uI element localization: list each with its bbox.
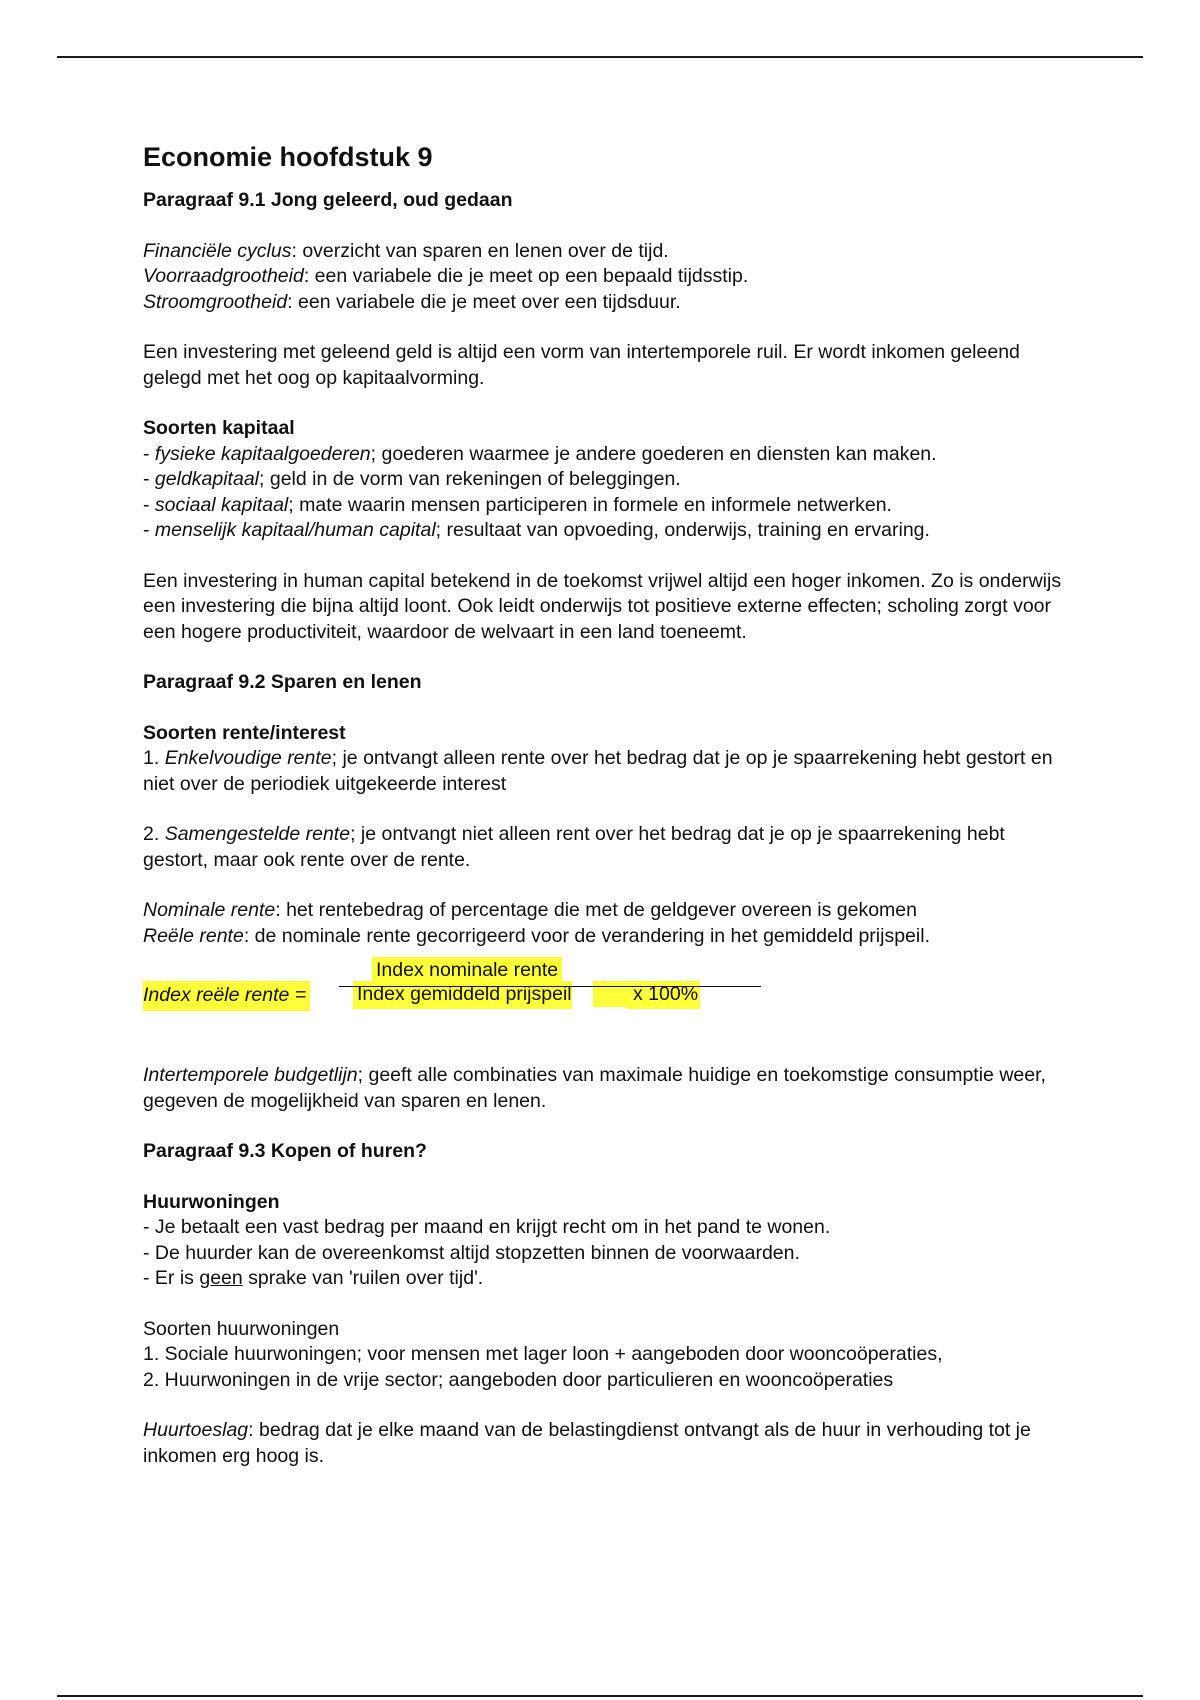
list-text: ; resultaat van opvoeding, onderwijs, training en ervaring. — [435, 519, 930, 541]
definition-line — [143, 924, 1063, 950]
investering-paragraph: Een investering met geleend geld is altijd een vorm van intertemporele ruil. Er wordt inkomen geleend gelegd met het oog op kapitaalvorming. — [143, 341, 1020, 389]
definition-text: ; geeft alle combinaties van maximale huidige en toekomstige consumptie weer, gegeven de mogelijkheid van sparen en lenen. — [143, 1064, 1046, 1112]
rente-definitions-block — [143, 898, 1063, 949]
section-heading: Paragraaf 9.1 Jong geleerd, oud gedaan — [143, 189, 513, 211]
huurtoeslag-paragraph — [143, 1418, 1063, 1469]
list-number: 2. — [143, 823, 165, 845]
list-item: 2. Huurwoningen in de vrije sector; aangeboden door particulieren en wooncoöperaties — [143, 1368, 894, 1391]
soorten-rente-block — [143, 721, 1063, 798]
list-item: - Je betaalt een vast bedrag per maand en krijgt recht om in het pand te wonen. — [143, 1216, 831, 1238]
list-term: fysieke kapitaalgoederen — [154, 442, 371, 465]
list-term: Enkelvoudige rente — [164, 747, 332, 769]
section-heading: Paragraaf 9.3 Kopen of huren? — [143, 1140, 427, 1162]
bottom-rule — [57, 1695, 1143, 1697]
section-9-2-heading-block — [143, 670, 1063, 696]
list-text: ; je ontvangt niet alleen rent over het bedrag dat je op je spaarrekening hebt gestort, maar ook rente over de rente. — [143, 823, 1005, 871]
human-capital-paragraph: Een investering in human capital betekend in de toekomst vrijwel altijd een hoger inkomen. Zo is onderwijs een investering die bijna altijd loont. Ook leidt onderwijs tot positieve externe effecten; scholing zorgt voor een hogere productiviteit, waardoor de welvaart in een land toeneemt. — [143, 569, 1062, 643]
definition-line — [143, 898, 1063, 924]
list-item — [143, 518, 1063, 544]
list-bullet: - — [143, 468, 155, 490]
list-item — [143, 442, 1063, 468]
list-bullet: - — [143, 442, 155, 465]
definition-text: : een variabele die je meet over een tijdsduur. — [287, 290, 681, 313]
list-text: ; goederen waarmee je andere goederen en diensten kan maken. — [370, 442, 937, 465]
list-item: - De huurder kan de overeenkomst altijd stopzetten binnen de voorwaarden. — [143, 1241, 800, 1264]
definition-line — [143, 264, 1063, 290]
list-text: ; je ontvangt alleen rente over het bedrag dat je op je spaarrekening hebt gestort en niet over de periodiek uitgekeerde interest — [143, 747, 1053, 795]
definition-term: Stroomgrootheid — [143, 290, 288, 313]
list-term: Samengestelde rente — [164, 823, 351, 845]
list-text: sprake van 'ruilen over tijd'. — [242, 1267, 484, 1289]
subheading: Huurwoningen — [143, 1190, 280, 1213]
document-page — [143, 140, 1063, 1494]
definition-term: Nominale rente — [143, 899, 276, 921]
fraction-bar — [339, 986, 761, 987]
soorten-huurwoningen-block — [143, 1317, 1063, 1394]
section-heading: Paragraaf 9.2 Sparen en lenen — [143, 671, 422, 693]
section-9-1-heading-block — [143, 188, 1063, 214]
list-item: 1. Sociale huurwoningen; voor mensen met lager loon + aangeboden door wooncoöperaties, — [143, 1343, 943, 1365]
definition-term: Intertemporele budgetlijn — [143, 1064, 358, 1086]
formula-multiplier: x 100% — [627, 981, 700, 1009]
formula-denominator: Index gemiddeld prijspeil — [353, 981, 572, 1009]
list-text: - Er is — [143, 1267, 200, 1289]
list-term: geldkapitaal — [154, 468, 260, 490]
definition-text: : overzicht van sparen en lenen over de tijd. — [291, 239, 669, 262]
list-term: sociaal kapitaal — [154, 493, 289, 516]
budgetlijn-paragraph — [143, 1063, 1063, 1114]
formula-highlight — [593, 981, 627, 1007]
soorten-kapitaal-block — [143, 416, 1063, 544]
underlined-word: geen — [199, 1267, 243, 1289]
top-rule — [57, 56, 1143, 58]
formula-lhs: Index reële rente = — [143, 981, 310, 1011]
definition-line — [143, 290, 1063, 316]
list-item — [143, 746, 1063, 797]
list-number: 1. — [143, 747, 165, 769]
formula-index-reele-rente — [143, 957, 1063, 1021]
list-item — [143, 822, 1063, 873]
huurwoningen-block — [143, 1190, 1063, 1292]
section-9-3-heading-block — [143, 1139, 1063, 1165]
definition-text: : een variabele die je meet op een bepaald tijdsstip. — [303, 265, 749, 287]
definition-term: Huurtoeslag — [143, 1419, 249, 1441]
definitions-block — [143, 239, 1063, 316]
definition-term: Voorraadgrootheid — [143, 265, 304, 287]
list-bullet: - — [143, 493, 155, 516]
list-item — [143, 467, 1063, 493]
list-text: ; mate waarin mensen participeren in formele en informele netwerken. — [288, 493, 892, 516]
subheading: Soorten rente/interest — [143, 721, 346, 744]
formula-numerator: Index nominale rente — [372, 957, 562, 985]
definition-text: : het rentebedrag of percentage die met de geldgever overeen is gekomen — [275, 899, 917, 921]
document-title: Economie hoofdstuk 9 — [143, 142, 433, 172]
subheading: Soorten kapitaal — [143, 417, 295, 439]
list-text: ; geld in de vorm van rekeningen of beleggingen. — [259, 468, 681, 490]
list-bullet: - — [143, 519, 155, 541]
definition-text: : bedrag dat je elke maand van de belastingdienst ontvangt als de huur in verhouding tot je inkomen erg hoog is. — [143, 1419, 1031, 1467]
list-item — [143, 493, 1063, 519]
definition-text: : de nominale rente gecorrigeerd voor de verandering in het gemiddeld prijspeil. — [243, 924, 930, 947]
definition-line — [143, 239, 1063, 265]
list-item — [143, 1266, 1063, 1292]
definition-term: Financiële cyclus — [143, 239, 292, 262]
list-term: menselijk kapitaal/human capital — [154, 519, 436, 541]
subheading: Soorten huurwoningen — [143, 1317, 340, 1340]
definition-term: Reële rente — [143, 924, 244, 947]
